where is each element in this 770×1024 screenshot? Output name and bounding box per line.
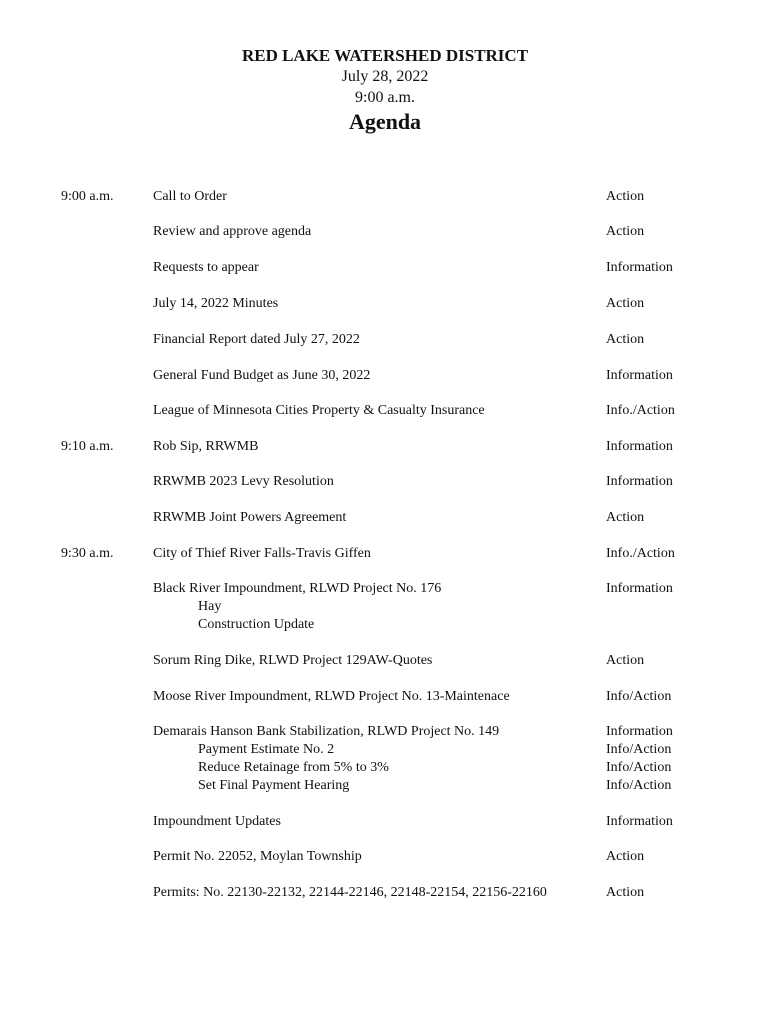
agenda-subitem: Set Final Payment Hearing <box>198 778 350 793</box>
agenda-status: Action <box>606 224 645 239</box>
agenda-item: Demarais Hanson Bank Stabilization, RLWD Project No. 149 <box>153 724 500 739</box>
agenda-item: Review and approve agenda <box>153 224 312 239</box>
agenda-item: Permit No. 22052, Moylan Township <box>153 849 362 864</box>
page-title: Agenda <box>348 109 422 134</box>
agenda-item: General Fund Budget as June 30, 2022 <box>153 368 371 383</box>
agenda-item: Black River Impoundment, RLWD Project No. 176 <box>153 581 442 596</box>
agenda-subitem: Hay <box>198 599 222 614</box>
agenda-subitem-status: Info/Action <box>606 778 672 793</box>
agenda-status: Information <box>606 724 673 739</box>
agenda-subitem: Reduce Retainage from 5% to 3% <box>198 760 389 775</box>
agenda-item: Requests to appear <box>153 260 259 275</box>
agenda-item: Moose River Impoundment, RLWD Project No. 13-Maintenace <box>153 689 510 704</box>
agenda-item: City of Thief River Falls-Travis Giffen <box>153 546 371 561</box>
agenda-item: League of Minnesota Cities Property & Casualty Insurance <box>153 403 485 418</box>
agenda-status: Info./Action <box>606 403 675 418</box>
meeting-date: July 28, 2022 <box>341 68 429 85</box>
agenda-status: Information <box>606 260 673 275</box>
agenda-time: 9:30 a.m. <box>61 546 114 561</box>
agenda-status: Action <box>606 189 645 204</box>
agenda-status: Information <box>606 814 673 829</box>
agenda-item: RRWMB Joint Powers Agreement <box>153 510 347 525</box>
agenda-subitem-status: Info/Action <box>606 760 672 775</box>
agenda-status: Info/Action <box>606 689 672 704</box>
agenda-time: 9:10 a.m. <box>61 439 114 454</box>
agenda-item: Call to Order <box>153 189 227 204</box>
agenda-status: Action <box>606 653 645 668</box>
agenda-subitem: Construction Update <box>198 617 315 632</box>
agenda-item: Rob Sip, RRWMB <box>153 439 259 454</box>
agenda-status: Action <box>606 332 645 347</box>
agenda-subitem-status: Info/Action <box>606 742 672 757</box>
agenda-status: Action <box>606 849 645 864</box>
agenda-item: July 14, 2022 Minutes <box>153 296 279 311</box>
agenda-status: Information <box>606 439 673 454</box>
agenda-status: Information <box>606 474 673 489</box>
agenda-subitem: Payment Estimate No. 2 <box>198 742 335 757</box>
meeting-time: 9:00 a.m. <box>355 89 415 106</box>
agenda-status: Action <box>606 296 645 311</box>
agenda-time: 9:00 a.m. <box>61 189 114 204</box>
agenda-item: Impoundment Updates <box>153 814 281 829</box>
agenda-status: Information <box>606 581 673 596</box>
agenda-item: Financial Report dated July 27, 2022 <box>153 332 360 347</box>
agenda-status: Action <box>606 510 645 525</box>
agenda-item: Permits: No. 22130-22132, 22144-22146, 22148-22154, 22156-22160 <box>153 885 547 900</box>
agenda-item: RRWMB 2023 Levy Resolution <box>153 474 334 489</box>
organization-name: RED LAKE WATERSHED DISTRICT <box>241 46 529 65</box>
agenda-status: Information <box>606 368 673 383</box>
agenda-item: Sorum Ring Dike, RLWD Project 129AW-Quotes <box>153 653 433 668</box>
agenda-status: Action <box>606 885 645 900</box>
agenda-status: Info./Action <box>606 546 675 561</box>
